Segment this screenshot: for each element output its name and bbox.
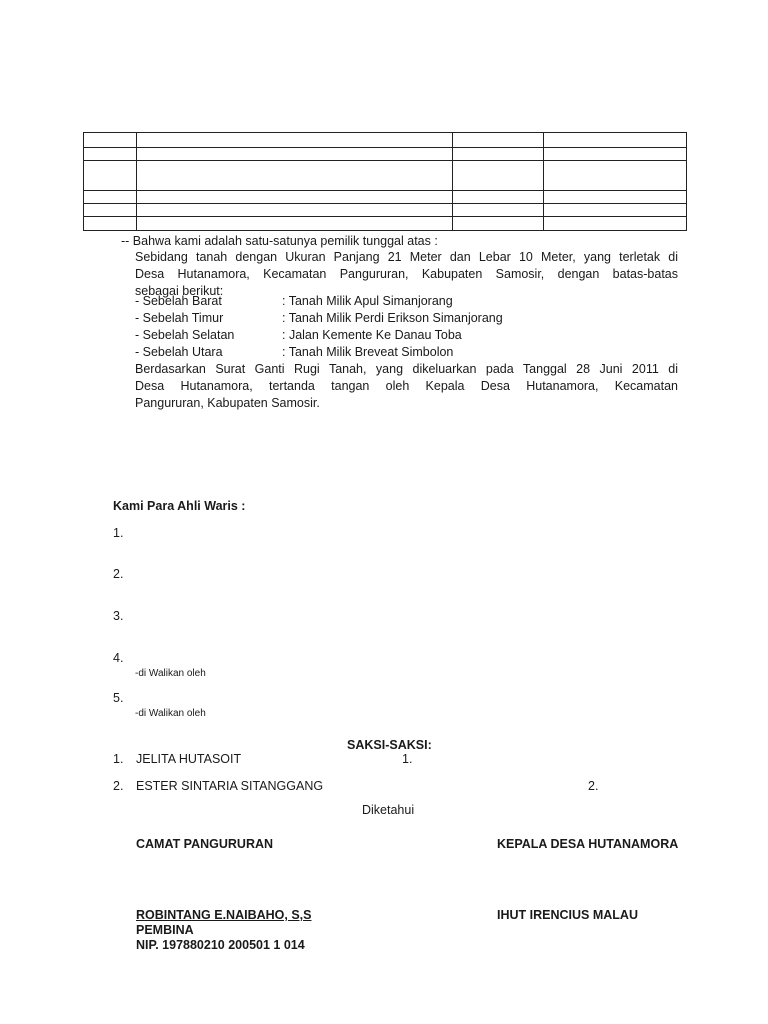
border-owner: : Jalan Kemente Ke Danau Toba: [282, 328, 462, 342]
table-cell: [84, 191, 137, 204]
table-cell: [544, 133, 687, 148]
table-cell: [544, 148, 687, 161]
witness-signature-number: 1.: [402, 752, 413, 766]
table-cell: [84, 148, 137, 161]
heir-number: 4.: [113, 651, 124, 665]
table-row: [84, 204, 687, 217]
table-row: [84, 161, 687, 191]
ownership-statement: -- Bahwa kami adalah satu-satunya pemilik tunggal atas :: [121, 234, 438, 248]
basis-line: Pangururan, Kabupaten Samosir.: [135, 396, 320, 410]
table-cell: [544, 204, 687, 217]
table-cell: [84, 161, 137, 191]
table-row: [84, 148, 687, 161]
table-cell: [453, 204, 544, 217]
left-official-name: ROBINTANG E.NAIBAHO, S,S: [136, 908, 312, 922]
table-cell: [137, 204, 453, 217]
table-row: [84, 217, 687, 231]
table-cell: [453, 148, 544, 161]
witness-number: 2.: [113, 779, 124, 793]
witness-name: JELITA HUTASOIT: [136, 752, 242, 766]
right-official-name: IHUT IRENCIUS MALAU: [497, 908, 638, 922]
represented-note: -di Walikan oleh: [135, 708, 206, 719]
table-cell: [137, 161, 453, 191]
table-row: [84, 191, 687, 204]
border-owner: : Tanah Milik Apul Simanjorang: [282, 294, 453, 308]
witness-signature-number: 2.: [588, 779, 599, 793]
witness-name: ESTER SINTARIA SITANGGANG: [136, 779, 324, 793]
border-side: - Sebelah Barat: [135, 294, 222, 308]
table-cell: [137, 217, 453, 231]
known-by-label: Diketahui: [362, 803, 415, 817]
table-cell: [544, 161, 687, 191]
heirs-title: Kami Para Ahli Waris :: [113, 499, 246, 513]
border-side: - Sebelah Timur: [135, 311, 224, 325]
land-description-line: sebagai berikut:: [135, 284, 224, 298]
table-cell: [84, 217, 137, 231]
table-cell: [453, 133, 544, 148]
border-side: - Sebelah Selatan: [135, 328, 235, 342]
heirs-table: [83, 132, 687, 231]
table-cell: [137, 191, 453, 204]
table-row: [84, 133, 687, 148]
right-official-title: KEPALA DESA HUTANAMORA: [497, 837, 679, 851]
border-owner: : Tanah Milik Breveat Simbolon: [282, 345, 454, 359]
table-cell: [453, 217, 544, 231]
table-cell: [453, 191, 544, 204]
left-official-title: CAMAT PANGURURAN: [136, 837, 274, 851]
table-cell: [137, 148, 453, 161]
heir-number: 3.: [113, 609, 124, 623]
left-official-nip: NIP. 197880210 200501 1 014: [136, 938, 305, 952]
border-owner: : Tanah Milik Perdi Erikson Simanjorang: [282, 311, 503, 325]
table-cell: [84, 204, 137, 217]
land-description-line: Desa Hutanamora, Kecamatan Pangururan, Kabupaten Samosir, dengan batas-batas: [135, 267, 678, 281]
land-description-line: Sebidang tanah dengan Ukuran Panjang 21 Meter dan Lebar 10 Meter, yang terletak di: [135, 250, 678, 264]
witness-number: 1.: [113, 752, 124, 766]
table-cell: [84, 133, 137, 148]
border-side: - Sebelah Utara: [135, 345, 223, 359]
represented-note: -di Walikan oleh: [135, 668, 206, 679]
heir-number: 2.: [113, 567, 124, 581]
table-cell: [544, 217, 687, 231]
left-official-rank: PEMBINA: [136, 923, 194, 937]
heir-number: 1.: [113, 526, 124, 540]
table-cell: [544, 191, 687, 204]
witnesses-title: SAKSI-SAKSI:: [347, 738, 432, 752]
basis-line: Desa Hutanamora, tertanda tangan oleh Kepala Desa Hutanamora, Kecamatan: [135, 379, 678, 393]
basis-line: Berdasarkan Surat Ganti Rugi Tanah, yang dikeluarkan pada Tanggal 28 Juni 2011 di: [135, 362, 678, 376]
table-cell: [137, 133, 453, 148]
heir-number: 5.: [113, 691, 124, 705]
table-cell: [453, 161, 544, 191]
